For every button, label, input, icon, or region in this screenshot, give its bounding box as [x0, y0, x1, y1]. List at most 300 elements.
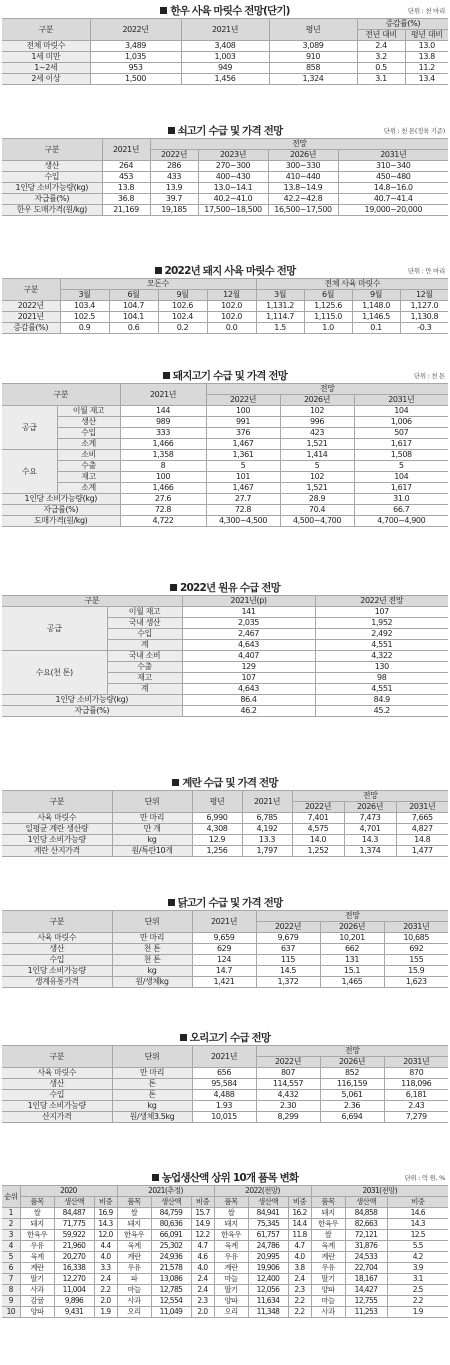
value-cell: 5 — [206, 461, 280, 472]
value-cell: 72,121 — [345, 1230, 387, 1241]
value-cell: 14.3 — [344, 835, 396, 846]
header-cell: 구분 — [2, 139, 102, 161]
value-cell: 129 — [182, 662, 315, 673]
row-label-cell: 수입 — [2, 172, 102, 183]
value-cell: 2.0 — [191, 1307, 214, 1318]
data-table — [2, 1045, 448, 1123]
row-label-cell: 만 마리 — [112, 1068, 192, 1079]
table-row — [2, 516, 448, 527]
value-cell: 3.8 — [288, 1263, 311, 1274]
data-table — [2, 910, 448, 988]
table-row — [2, 1263, 448, 1274]
value-cell: 사과 — [117, 1296, 151, 1307]
value-cell: 2.4 — [357, 41, 405, 52]
row-label-cell: 5 — [2, 1252, 20, 1263]
value-cell: 계란 — [117, 1252, 151, 1263]
value-cell: 3.3 — [94, 1263, 117, 1274]
table-body — [2, 596, 448, 717]
row-label-cell: 만 개 — [112, 824, 192, 835]
value-cell: 333 — [120, 428, 206, 439]
value-cell: 656 — [192, 1068, 256, 1079]
unit-label: 단위 : 만 마리 — [407, 267, 445, 275]
value-cell: 4,407 — [182, 651, 315, 662]
value-cell: 31,876 — [345, 1241, 387, 1252]
value-cell: 11,049 — [151, 1307, 191, 1318]
row-label-cell: 천 톤 — [112, 955, 192, 966]
value-cell: 11.8 — [288, 1230, 311, 1241]
value-cell: 991 — [206, 417, 280, 428]
value-cell: 46.2 — [182, 706, 315, 717]
header-cell: 6월 — [304, 290, 352, 301]
value-cell: 14.3 — [94, 1219, 117, 1230]
value-cell: 84,487 — [54, 1208, 94, 1219]
row-label-cell: 수입 — [2, 1090, 112, 1101]
header-cell: 구분 — [2, 596, 182, 607]
value-cell: 우유 — [117, 1263, 151, 1274]
row-label-cell: 1인당 소비가능량(kg) — [2, 494, 120, 505]
table-row — [2, 312, 448, 323]
value-cell: 9,659 — [192, 933, 256, 944]
row-label-cell: 계 — [107, 640, 182, 651]
value-cell: 95,584 — [192, 1079, 256, 1090]
section-title: 쇠고기 수급 및 가격 전망 — [2, 123, 448, 138]
value-cell: 42.2~42.8 — [268, 194, 338, 205]
value-cell: 14.0 — [292, 835, 344, 846]
value-cell: 12.9 — [192, 835, 242, 846]
row-label-cell: 소계 — [57, 439, 120, 450]
value-cell: 0.1 — [352, 323, 400, 334]
value-cell: 14.6 — [387, 1208, 448, 1219]
table-row — [2, 911, 448, 922]
value-cell: -0.3 — [400, 323, 448, 334]
header-cell: 증감률(%) — [357, 19, 448, 30]
header-cell: 2021년 — [120, 384, 206, 406]
value-cell: 12.5 — [387, 1230, 448, 1241]
header-cell: 품목 — [311, 1197, 345, 1208]
value-cell: 4,551 — [315, 640, 448, 651]
value-cell: 71,775 — [54, 1219, 94, 1230]
value-cell: 1,623 — [384, 977, 448, 988]
row-label-cell: 재고 — [107, 673, 182, 684]
value-cell: 14,427 — [345, 1285, 387, 1296]
value-cell: 2.2 — [288, 1307, 311, 1318]
value-cell: 9,896 — [54, 1296, 94, 1307]
header-cell: 평년 — [192, 791, 242, 813]
section-title: 2022년 돼지 사육 마릿수 전망 — [2, 263, 448, 278]
table-row — [2, 139, 448, 150]
value-cell: 453 — [102, 172, 150, 183]
row-label-cell: 수출 — [107, 662, 182, 673]
value-cell: 114,557 — [256, 1079, 320, 1090]
value-cell: 11.2 — [405, 63, 448, 74]
value-cell: 7,279 — [384, 1112, 448, 1123]
row-label-cell: 국내 소비 — [107, 651, 182, 662]
square-bullet-icon — [172, 779, 179, 786]
value-cell: 84,759 — [151, 1208, 191, 1219]
row-label-cell: 이월 재고 — [57, 406, 120, 417]
table-row — [2, 1197, 448, 1208]
value-cell: 1,466 — [120, 483, 206, 494]
value-cell: 15.1 — [320, 966, 384, 977]
row-label-cell: 1인당 소비가능량(kg) — [2, 695, 182, 706]
value-cell: 7,473 — [344, 813, 396, 824]
value-cell: 2.43 — [384, 1101, 448, 1112]
row-label-cell: 계란 산지가격 — [2, 846, 112, 857]
value-cell: 13.9 — [150, 183, 198, 194]
table-row — [2, 1186, 448, 1197]
table-body — [2, 1186, 448, 1318]
header-cell: 단위 — [112, 1046, 192, 1068]
value-cell: 637 — [256, 944, 320, 955]
value-cell: 마늘 — [117, 1285, 151, 1296]
value-cell: 662 — [320, 944, 384, 955]
header-cell: 2021년 — [102, 139, 150, 161]
header-cell: 비중 — [387, 1197, 448, 1208]
unit-label: 단위 : 천 톤(정육 기준) — [383, 127, 445, 135]
table-row — [2, 1112, 448, 1123]
value-cell: 13.8~14.9 — [268, 183, 338, 194]
value-cell: 84,858 — [345, 1208, 387, 1219]
value-cell: 1,421 — [192, 977, 256, 988]
value-cell: 102.6 — [158, 301, 207, 312]
table-row — [2, 323, 448, 334]
value-cell: 18,167 — [345, 1274, 387, 1285]
value-cell: 1.9 — [94, 1307, 117, 1318]
table-row — [2, 172, 448, 183]
value-cell: 1,521 — [280, 483, 354, 494]
value-cell: 1,252 — [292, 846, 344, 857]
table-row — [2, 461, 448, 472]
value-cell: 4.7 — [191, 1241, 214, 1252]
value-cell: 계란 — [311, 1252, 345, 1263]
value-cell: 19,906 — [248, 1263, 288, 1274]
table-row — [2, 596, 448, 607]
row-label-cell: 수입 — [2, 955, 112, 966]
value-cell: 9,679 — [256, 933, 320, 944]
value-cell: 1,324 — [269, 74, 357, 85]
value-cell: 2.3 — [288, 1285, 311, 1296]
header-cell: 단위 — [112, 911, 192, 933]
header-cell: 2026년 — [280, 395, 354, 406]
value-cell: 692 — [384, 944, 448, 955]
value-cell: 계란 — [20, 1263, 54, 1274]
table-row — [2, 428, 448, 439]
value-cell: 410~440 — [268, 172, 338, 183]
data-table — [2, 383, 448, 527]
value-cell: 2.3 — [191, 1296, 214, 1307]
row-label-cell: 생산 — [2, 944, 112, 955]
value-cell: 300~330 — [268, 161, 338, 172]
value-cell: 264 — [102, 161, 150, 172]
value-cell: 3,408 — [181, 41, 269, 52]
value-cell: 4.7 — [288, 1241, 311, 1252]
row-label-cell: 소계 — [57, 483, 120, 494]
value-cell: 육계 — [20, 1252, 54, 1263]
value-cell: 4,432 — [256, 1090, 320, 1101]
value-cell: 155 — [384, 955, 448, 966]
value-cell: 4,500~4,700 — [280, 516, 354, 527]
header-cell: 전망 — [150, 139, 448, 150]
value-cell: 84.9 — [315, 695, 448, 706]
header-cell: 구분 — [2, 1046, 112, 1068]
value-cell: 1,617 — [354, 439, 448, 450]
table-row — [2, 505, 448, 516]
value-cell: 1,256 — [192, 846, 242, 857]
table-row — [2, 279, 448, 290]
value-cell: 1,131.2 — [256, 301, 304, 312]
value-cell: 15.7 — [191, 1208, 214, 1219]
value-cell: 1,148.0 — [352, 301, 400, 312]
row-label-cell: 국내 생산 — [107, 618, 182, 629]
row-label-cell: 10 — [2, 1307, 20, 1318]
value-cell: 3.2 — [357, 52, 405, 63]
table-body — [2, 19, 448, 85]
value-cell: 39.7 — [150, 194, 198, 205]
value-cell: 61,757 — [248, 1230, 288, 1241]
value-cell: 1,372 — [256, 977, 320, 988]
row-label-cell: kg — [112, 1101, 192, 1112]
value-cell: 870 — [384, 1068, 448, 1079]
header-cell: 2023년 — [198, 150, 268, 161]
table-row — [2, 74, 448, 85]
value-cell: 2,467 — [182, 629, 315, 640]
value-cell: 6,694 — [320, 1112, 384, 1123]
table-row — [2, 706, 448, 717]
row-label-cell: 만 마리 — [112, 813, 192, 824]
value-cell: 1,146.5 — [352, 312, 400, 323]
value-cell: 돼지 — [214, 1219, 248, 1230]
header-cell: 평년 대비 — [405, 30, 448, 41]
header-cell: 2026년 — [320, 1057, 384, 1068]
value-cell: 4,643 — [182, 640, 315, 651]
header-cell: 품목 — [20, 1197, 54, 1208]
value-cell: 2,492 — [315, 629, 448, 640]
row-label-cell: 톤 — [112, 1079, 192, 1090]
value-cell: 858 — [269, 63, 357, 74]
value-cell: 1,358 — [120, 450, 206, 461]
section-title: 오리고기 수급 전망 — [2, 1030, 448, 1045]
value-cell: 계란 — [214, 1263, 248, 1274]
value-cell: 286 — [150, 161, 198, 172]
header-cell: 2022년 — [292, 802, 344, 813]
value-cell: 2.2 — [387, 1296, 448, 1307]
value-cell: 12,554 — [151, 1296, 191, 1307]
table-row — [2, 1230, 448, 1241]
table-row — [2, 1285, 448, 1296]
table-row — [2, 19, 448, 30]
value-cell: 14.8 — [396, 835, 448, 846]
value-cell: 107 — [315, 607, 448, 618]
row-label-cell: 원/생체3.5kg — [112, 1112, 192, 1123]
value-cell: 100 — [206, 406, 280, 417]
row-label-cell: 원/특란10개 — [112, 846, 192, 857]
row-label-cell: 1~2세 — [2, 63, 90, 74]
value-cell: 0.2 — [158, 323, 207, 334]
table-row — [2, 472, 448, 483]
table-row — [2, 494, 448, 505]
value-cell: 양파 — [214, 1296, 248, 1307]
value-cell: 4,643 — [182, 684, 315, 695]
table-row — [2, 835, 448, 846]
value-cell: 13.0~14.1 — [198, 183, 268, 194]
value-cell: 1,467 — [206, 483, 280, 494]
value-cell: 40.7~41.4 — [338, 194, 448, 205]
value-cell: 1,003 — [181, 52, 269, 63]
header-cell: 12월 — [400, 290, 448, 301]
value-cell: 13.8 — [405, 52, 448, 63]
value-cell: 75,345 — [248, 1219, 288, 1230]
value-cell: 80,636 — [151, 1219, 191, 1230]
value-cell: 4,575 — [292, 824, 344, 835]
value-cell: 116,159 — [320, 1079, 384, 1090]
value-cell: 4.6 — [191, 1252, 214, 1263]
table-row — [2, 290, 448, 301]
table-row — [2, 63, 448, 74]
value-cell: 131 — [320, 955, 384, 966]
value-cell: 14.8~16.0 — [338, 183, 448, 194]
header-cell: 구분 — [2, 384, 120, 406]
header-cell: 3월 — [60, 290, 109, 301]
header-cell: 생산액 — [54, 1197, 94, 1208]
square-bullet-icon — [168, 899, 175, 906]
value-cell: 한육우 — [117, 1230, 151, 1241]
header-cell: 2031년 — [384, 922, 448, 933]
value-cell: 102.4 — [158, 312, 207, 323]
section-title: 한우 사육 마릿수 전망(단기) — [2, 3, 448, 18]
value-cell: 2.4 — [94, 1274, 117, 1285]
row-label-cell: 생계유통가격 — [2, 977, 112, 988]
value-cell: 130 — [315, 662, 448, 673]
value-cell: 3.1 — [357, 74, 405, 85]
value-cell: 2.4 — [191, 1274, 214, 1285]
table-body — [2, 279, 448, 334]
header-cell: 전망 — [256, 911, 448, 922]
value-cell: 사과 — [311, 1307, 345, 1318]
row-label-cell: 수입 — [107, 629, 182, 640]
value-cell: 3.1 — [387, 1274, 448, 1285]
value-cell: 36.8 — [102, 194, 150, 205]
table-row — [2, 966, 448, 977]
value-cell: 3,089 — [269, 41, 357, 52]
value-cell: 1,006 — [354, 417, 448, 428]
table-row — [2, 301, 448, 312]
value-cell: 507 — [354, 428, 448, 439]
value-cell: 13.3 — [242, 835, 292, 846]
header-cell: 2021년 — [192, 1046, 256, 1068]
value-cell: 한육우 — [311, 1219, 345, 1230]
data-table — [2, 1185, 448, 1318]
value-cell: 14.5 — [256, 966, 320, 977]
square-bullet-icon — [180, 1034, 187, 1041]
value-cell: 육계 — [117, 1241, 151, 1252]
table-row — [2, 417, 448, 428]
value-cell: 949 — [181, 63, 269, 74]
header-cell: 2031년 — [338, 150, 448, 161]
value-cell: 807 — [256, 1068, 320, 1079]
value-cell: 4,300~4,500 — [206, 516, 280, 527]
value-cell: 5 — [354, 461, 448, 472]
unit-label: 단위 : 천 톤 — [413, 372, 445, 380]
value-cell: 19,185 — [150, 205, 198, 216]
value-cell: 16,338 — [54, 1263, 94, 1274]
row-label-cell: kg — [112, 966, 192, 977]
value-cell: 910 — [269, 52, 357, 63]
value-cell: 852 — [320, 1068, 384, 1079]
value-cell: 0.6 — [109, 323, 158, 334]
value-cell: 14.3 — [387, 1219, 448, 1230]
row-label-cell: 원/생체kg — [112, 977, 192, 988]
table-row — [2, 194, 448, 205]
value-cell: 20,270 — [54, 1252, 94, 1263]
value-cell: 107 — [182, 673, 315, 684]
row-label-cell: kg — [112, 835, 192, 846]
table-row — [2, 41, 448, 52]
table-row — [2, 944, 448, 955]
data-table — [2, 790, 448, 857]
value-cell: 40.2~41.0 — [198, 194, 268, 205]
row-label-cell: 1세 미만 — [2, 52, 90, 63]
value-cell: 45.2 — [315, 706, 448, 717]
row-label-cell: 1인당 소비가능량 — [2, 966, 112, 977]
header-cell: 2021년(p) — [182, 596, 315, 607]
section-title: 2022년 원유 수급 전망 — [2, 580, 448, 595]
value-cell: 4,701 — [344, 824, 396, 835]
header-cell: 2022년 — [256, 1057, 320, 1068]
row-label-cell: 생산 — [57, 417, 120, 428]
value-cell: 22,704 — [345, 1263, 387, 1274]
value-cell: 102 — [280, 472, 354, 483]
header-cell: 구분 — [2, 791, 112, 813]
value-cell: 24,786 — [248, 1241, 288, 1252]
table-row — [2, 1296, 448, 1307]
table-row — [2, 1101, 448, 1112]
value-cell: 12,270 — [54, 1274, 94, 1285]
value-cell: 12.2 — [191, 1230, 214, 1241]
square-bullet-icon — [168, 127, 175, 134]
square-bullet-icon — [152, 1174, 159, 1181]
value-cell: 1,477 — [396, 846, 448, 857]
value-cell: 8 — [120, 461, 206, 472]
row-label-cell: 사육 마릿수 — [2, 1068, 112, 1079]
row-label-cell: 9 — [2, 1296, 20, 1307]
value-cell: 1.0 — [304, 323, 352, 334]
value-cell: 1,130.8 — [400, 312, 448, 323]
table-row — [2, 1046, 448, 1057]
header-cell: 2026년 — [320, 922, 384, 933]
value-cell: 103.4 — [60, 301, 109, 312]
header-cell: 구분 — [2, 279, 60, 301]
header-cell: 단위 — [112, 791, 192, 813]
value-cell: 124 — [192, 955, 256, 966]
value-cell: 72.8 — [120, 505, 206, 516]
row-label-cell: 만 마리 — [112, 933, 192, 944]
header-cell: 2021년 — [181, 19, 269, 41]
value-cell: 1,467 — [206, 439, 280, 450]
table-row — [2, 183, 448, 194]
value-cell: 1.93 — [192, 1101, 256, 1112]
value-cell: 996 — [280, 417, 354, 428]
value-cell: 13.0 — [405, 41, 448, 52]
row-label-cell: 사육 마릿수 — [2, 933, 112, 944]
value-cell: 2.2 — [94, 1285, 117, 1296]
value-cell: 3.9 — [387, 1263, 448, 1274]
value-cell: 11,004 — [54, 1285, 94, 1296]
value-cell: 딸기 — [311, 1274, 345, 1285]
value-cell: 한육우 — [214, 1230, 248, 1241]
value-cell: 13.4 — [405, 74, 448, 85]
value-cell: 10,015 — [192, 1112, 256, 1123]
value-cell: 4,488 — [192, 1090, 256, 1101]
